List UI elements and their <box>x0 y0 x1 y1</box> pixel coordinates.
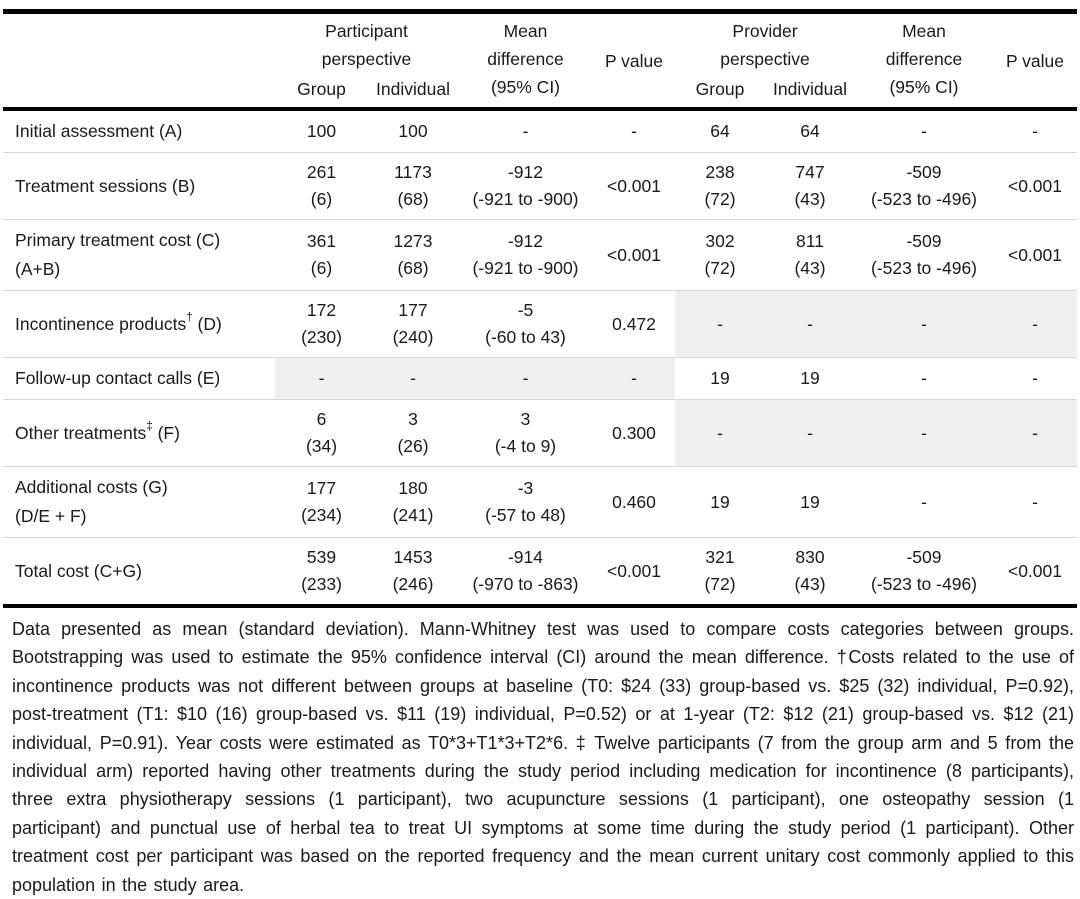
cell-value: - <box>921 422 927 443</box>
cell-value: 100 <box>398 121 428 141</box>
cell-sd: (241) <box>392 505 434 525</box>
cell-value: 19 <box>800 491 820 512</box>
header-empty-cell <box>3 12 275 110</box>
cell-value: <0.001 <box>1007 560 1062 581</box>
cell-value: -914 <box>507 547 544 567</box>
row-total-cost <box>3 538 1077 607</box>
cell-value: 19 <box>710 491 730 512</box>
row-incontinence-products <box>3 291 1077 358</box>
cell-value: -5 <box>517 300 534 320</box>
row-initial-assessment <box>3 109 1077 153</box>
cell <box>368 153 458 220</box>
cell-value: 261 <box>306 162 337 182</box>
cell <box>368 538 458 607</box>
cell <box>458 109 593 153</box>
cell-na <box>855 291 993 358</box>
cell-na <box>593 358 675 400</box>
cell-value: - <box>522 121 529 141</box>
cell-value: 100 <box>306 121 337 141</box>
table-footnote: Data presented as mean (standard deviation). Mann-Whitney test was used to compare costs categories between groups. Bootstrapping was used to estimate the 95% confidence interval (CI) around the mean difference. †Costs related to the use of incontinence products was not different between groups at baseline (T0: $24 (33) group-based vs. $25 (32) individual, P=0.92), post-treatment (T1: $10 (16) group-based vs. $11 (19) individual, P=0.52) or at 1-year (T2: $12 (21) group-based vs. $12 (21) individual, P=0.91). Year costs were estimated as T0*3+T1*3+T2*6. ‡ Twelve participants (7 from the group arm and 5 from the individual arm) reported having other treatments during the study period including medication for incontinence (8 participants), three extra physiotherapy sessions (1 participant), two acupuncture sessions (1 participant), one osteopathy session (1 participant) and punctual use of herbal tea to treat UI symptoms at some time during the study period (1 participant). Other treatment cost per participant was based on the reported frequency and the mean current unitary cost commonly applied to this population in the study area. <box>12 619 1074 895</box>
cell-sd: (240) <box>392 327 434 347</box>
cell-sd: (34) <box>305 436 338 456</box>
cell <box>368 467 458 538</box>
cell <box>765 538 855 607</box>
cell-value: 1453 <box>393 547 433 567</box>
cell-value: 3 <box>408 409 418 429</box>
row-label: Other treatments‡ (F) <box>15 420 180 443</box>
cell <box>675 467 765 538</box>
cell-na <box>368 358 458 400</box>
cell <box>275 220 368 291</box>
cell <box>275 538 368 607</box>
cell-value: - <box>631 368 637 388</box>
cell-na <box>765 400 855 467</box>
cell <box>765 220 855 291</box>
cell-value: 180 <box>398 478 428 498</box>
cell-value: -509 <box>906 162 942 182</box>
cell-value: - <box>318 368 325 388</box>
cell <box>675 109 765 153</box>
cell-value: 6 <box>316 409 327 429</box>
row-additional-costs <box>3 467 1077 538</box>
cell-value: <0.001 <box>606 175 661 196</box>
cell-value: 3 <box>520 409 531 429</box>
cell-value: <0.001 <box>606 560 661 581</box>
row-label: Incontinence products† (D) <box>15 311 222 334</box>
cell <box>458 220 593 291</box>
cell <box>855 153 993 220</box>
cell <box>993 358 1077 400</box>
cell <box>855 358 993 400</box>
cell <box>368 291 458 358</box>
cell <box>275 467 368 538</box>
cell <box>855 467 993 538</box>
cell-value: 321 <box>705 547 735 567</box>
cell-value: - <box>1032 121 1038 141</box>
cell-value: 1273 <box>393 231 433 251</box>
cell-value: -912 <box>507 162 544 182</box>
cell <box>855 109 993 153</box>
cell <box>675 358 765 400</box>
cell <box>593 153 675 220</box>
cell-value: 0.460 <box>612 491 656 512</box>
cell-value: 238 <box>705 162 735 182</box>
header-individual-provider: Individual <box>773 79 847 99</box>
cell-value: 64 <box>800 121 820 141</box>
header-p-value-participant: P value <box>604 51 664 71</box>
cell-value: <0.001 <box>1007 175 1062 196</box>
cell <box>765 358 855 400</box>
cell-value: - <box>807 313 813 334</box>
row-label: Primary treatment cost (C) (A+B) <box>15 230 221 279</box>
cell-sd: (72) <box>704 258 736 278</box>
cell <box>593 400 675 467</box>
cell <box>993 538 1077 607</box>
cell-value: 539 <box>306 547 337 567</box>
cell-sd: (43) <box>794 189 826 209</box>
cell-value: - <box>522 368 529 388</box>
header-individual-participant: Individual <box>376 79 450 99</box>
cell-sd: (-921 to -900) <box>472 189 579 209</box>
cell <box>765 467 855 538</box>
cell-sd: (233) <box>301 574 342 594</box>
cell-sd: (43) <box>794 258 826 278</box>
cell <box>675 220 765 291</box>
cell <box>765 153 855 220</box>
cell <box>993 109 1077 153</box>
cell-value: <0.001 <box>1007 244 1062 265</box>
header-mean-difference-provider: Mean difference (95% CI) <box>885 21 963 97</box>
cell-sd: (-57 to 48) <box>485 505 566 525</box>
cell-value: 830 <box>795 547 825 567</box>
table-body <box>3 109 1077 606</box>
row-label: Total cost (C+G) <box>15 560 142 581</box>
cell-sd: (-523 to -496) <box>870 574 978 594</box>
cell <box>593 291 675 358</box>
cell <box>275 109 368 153</box>
header-p-value-provider: P value <box>1005 51 1065 71</box>
cost-comparison-table <box>3 9 1077 608</box>
dagger-icon: † <box>186 311 193 324</box>
cell <box>368 220 458 291</box>
cell-value: 747 <box>795 162 825 182</box>
cell-value: 172 <box>306 300 337 320</box>
cell-value: - <box>807 422 813 443</box>
cell-value: - <box>1032 313 1038 334</box>
cell-sd: (234) <box>301 505 342 525</box>
cell <box>458 538 593 607</box>
cell-sd: (-4 to 9) <box>494 436 557 456</box>
cell <box>368 400 458 467</box>
cell-value: 361 <box>306 231 337 251</box>
cell-na <box>993 291 1077 358</box>
cell-value: -912 <box>507 231 544 251</box>
cell-value: - <box>921 121 927 141</box>
cell-na <box>675 291 765 358</box>
cell <box>458 291 593 358</box>
cell <box>993 467 1077 538</box>
cell-na <box>993 400 1077 467</box>
table-header <box>3 12 1077 110</box>
cell-na <box>675 400 765 467</box>
cell-value: - <box>1032 491 1038 512</box>
cell-na <box>458 358 593 400</box>
cell <box>855 220 993 291</box>
cell-sd: (68) <box>397 258 429 278</box>
cell-na <box>275 358 368 400</box>
row-label: Initial assessment (A) <box>15 121 183 141</box>
cell-sd: (72) <box>704 189 736 209</box>
cell <box>275 153 368 220</box>
cell-value: - <box>1032 368 1038 388</box>
cell-sd: (246) <box>392 574 434 594</box>
cell-sd: (-60 to 43) <box>485 327 566 347</box>
row-label: Additional costs (G) (D/E + F) <box>15 477 168 526</box>
cell-value: - <box>717 422 723 443</box>
row-label: Treatment sessions (B) <box>15 175 196 196</box>
cell <box>275 291 368 358</box>
cell-value: <0.001 <box>606 244 661 265</box>
cell-value: - <box>921 368 927 388</box>
cell <box>855 538 993 607</box>
cell-sd: (6) <box>310 189 333 209</box>
cell <box>458 153 593 220</box>
double-dagger-icon: ‡ <box>146 420 153 433</box>
cell-value: -509 <box>906 231 942 251</box>
cell-value: 64 <box>710 121 730 141</box>
cell-sd: (-523 to -496) <box>870 189 978 209</box>
cell <box>593 467 675 538</box>
cell-na <box>855 400 993 467</box>
cell <box>675 538 765 607</box>
cell <box>368 109 458 153</box>
cell-sd: (43) <box>794 574 826 594</box>
cell-value: - <box>410 368 416 388</box>
cell-sd: (-523 to -496) <box>870 258 978 278</box>
cell-na <box>765 291 855 358</box>
cell-value: - <box>717 313 723 334</box>
cell-sd: (-970 to -863) <box>472 574 579 594</box>
cell-sd: (230) <box>301 327 342 347</box>
row-treatment-sessions <box>3 153 1077 220</box>
cell <box>993 220 1077 291</box>
cell-value: 19 <box>800 368 820 388</box>
cell-value: 0.300 <box>612 422 656 443</box>
cell-sd: (26) <box>397 436 429 456</box>
header-mean-difference-participant: Mean difference (95% CI) <box>487 21 564 97</box>
cell-sd: (6) <box>310 258 333 278</box>
cell-value: 177 <box>306 478 337 498</box>
cell-value: - <box>921 313 927 334</box>
cell-value: 302 <box>705 231 735 251</box>
cell <box>275 400 368 467</box>
cell <box>458 467 593 538</box>
row-other-treatments <box>3 400 1077 467</box>
cell-sd: (-921 to -900) <box>472 258 579 278</box>
cell <box>765 109 855 153</box>
header-group-provider: Group <box>695 79 745 99</box>
header-provider-perspective: Provider perspective <box>720 21 810 69</box>
header-group-participant: Group <box>297 79 346 99</box>
cell <box>593 538 675 607</box>
cell-sd: (72) <box>704 574 736 594</box>
cell-value: -509 <box>906 547 942 567</box>
cell <box>593 220 675 291</box>
cell-value: 1173 <box>394 162 432 182</box>
cell <box>675 153 765 220</box>
cell-sd: (68) <box>397 189 429 209</box>
cell <box>993 153 1077 220</box>
header-participant-perspective: Participant perspective <box>321 21 412 69</box>
cell-value: - <box>631 121 637 141</box>
cell-value: 811 <box>796 231 824 251</box>
row-follow-up-contact-calls <box>3 358 1077 400</box>
cell-value: - <box>921 491 927 512</box>
cell-value: - <box>1032 422 1038 443</box>
cell-value: 0.472 <box>612 313 656 334</box>
cell <box>458 400 593 467</box>
row-primary-treatment-cost <box>3 220 1077 291</box>
row-label: Follow-up contact calls (E) <box>15 368 221 388</box>
cell-value: 177 <box>398 300 428 320</box>
cell-value: -3 <box>517 478 534 498</box>
cell <box>593 109 675 153</box>
cell-value: 19 <box>710 368 730 388</box>
